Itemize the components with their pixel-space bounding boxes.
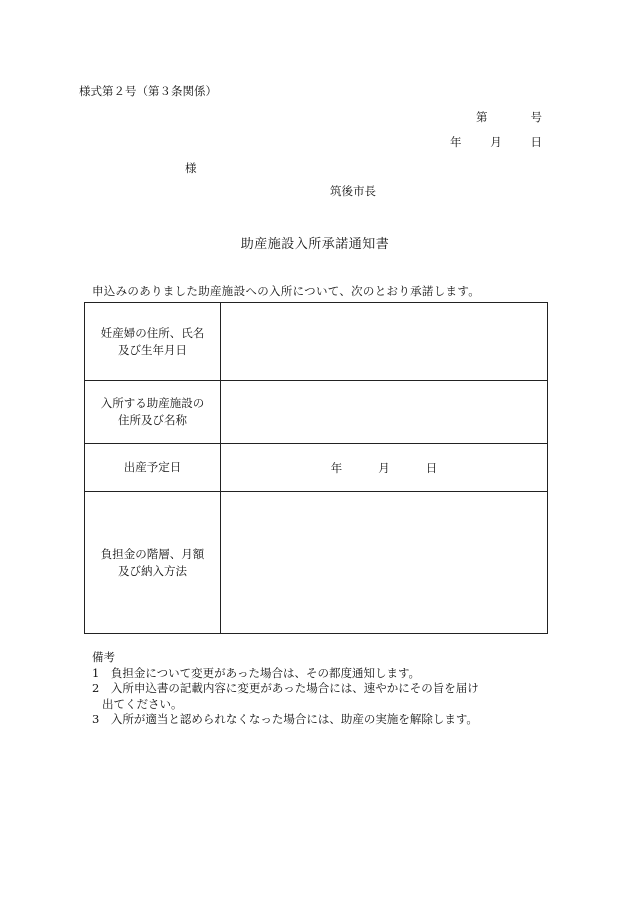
row-label-line: 及び生年月日 (118, 342, 187, 357)
issuer: 筑後市長 (330, 184, 376, 198)
notes-heading: 備考 (92, 650, 115, 664)
table-row (85, 381, 548, 444)
note-item-continued: 出てください。 (102, 696, 183, 711)
due-date-year: 年 (330, 460, 343, 475)
form-number: 様式第２号（第３条関係） (79, 84, 217, 98)
document-number (476, 109, 542, 125)
addressee: 様 (185, 161, 197, 175)
due-date-day: 日 (425, 460, 438, 475)
due-date-month: 月 (378, 460, 390, 475)
row-label (85, 303, 221, 381)
issue-date-month: 月 (490, 135, 502, 149)
row-label (85, 444, 221, 492)
document-title: 助産施設入所承諾通知書 (240, 237, 390, 252)
intro-text: 申込みのありました助産施設への入所について、次のとおり承諾します。 (92, 284, 481, 298)
row-value (221, 381, 548, 444)
table-row (85, 303, 548, 381)
row-value (221, 492, 548, 634)
row-value (221, 303, 548, 381)
doc-no-suffix: 号 (530, 110, 542, 124)
note-item: 2 入所申込書の記載内容に変更があった場合には、速やかにその旨を届け (92, 681, 479, 695)
row-label-line: 妊産婦の住所、氏名 (100, 325, 205, 340)
issue-date (450, 134, 542, 150)
row-label-line: 住所及び名称 (118, 413, 187, 427)
note-item: 1 負担金について変更があった場合は、その都度通知します。 (92, 665, 421, 680)
table-row (85, 444, 548, 492)
row-label (85, 492, 221, 634)
doc-no-prefix: 第 (476, 110, 488, 124)
notes (92, 650, 479, 728)
due-date-value (221, 444, 548, 492)
issue-date-year: 年 (450, 135, 462, 149)
row-label-line: 出産予定日 (123, 460, 182, 474)
row-label-line: 負担金の階層、月額 (100, 546, 205, 561)
table-row (85, 492, 548, 634)
note-item: 3 入所が適当と認められなくなった場合には、助産の実施を解除します。 (92, 712, 478, 726)
row-label (85, 381, 221, 444)
row-label-line: 及び納入方法 (118, 563, 187, 578)
row-label-line: 入所する助産施設の (100, 396, 205, 410)
approval-table (84, 302, 548, 634)
issue-date-day: 日 (530, 135, 542, 149)
